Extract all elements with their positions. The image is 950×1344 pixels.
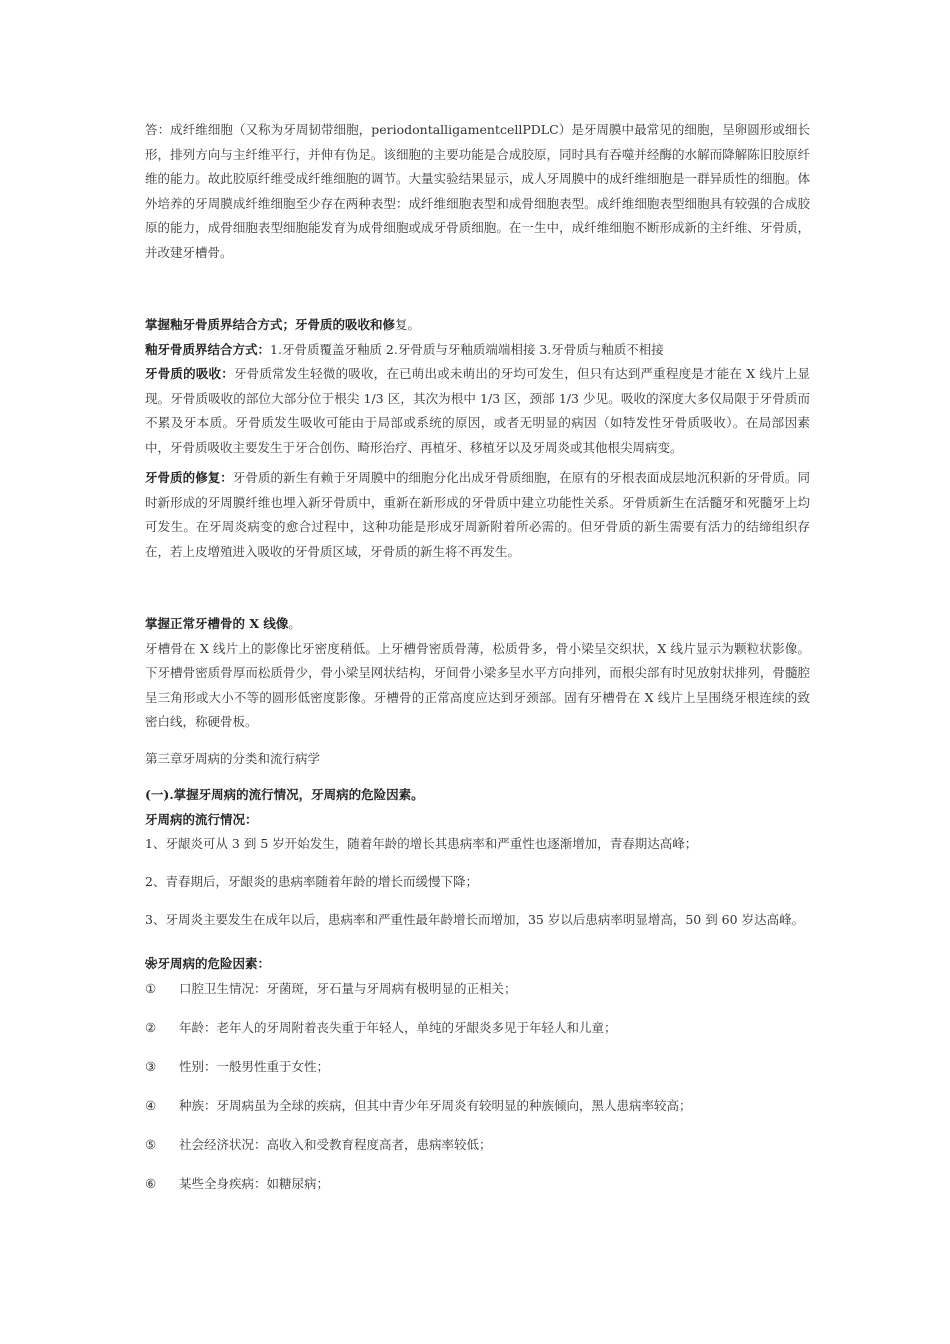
section-heading-cementum <box>145 313 810 338</box>
risk-factor-text: 性别：一般男性重于女性； <box>179 1058 330 1074</box>
spacer <box>145 735 810 747</box>
risk-factor-list <box>145 977 810 1196</box>
risk-factor-item <box>145 1133 810 1157</box>
section-heading-bold: 掌握釉牙骨质界结合方式；牙骨质的吸收和修 <box>145 317 396 332</box>
risk-factors-label: ❀牙周病的危险因素： <box>145 956 271 971</box>
prevalence-item-1: 1、牙龈炎可从 3 到 5 岁开始发生，随着年龄的增长其患病率和严重性也逐渐增加，青春期达高峰； <box>145 836 698 851</box>
document-page <box>145 118 810 1211</box>
chapter-heading: (一).掌握牙周病的流行情况，牙周病的危险因素。 <box>145 787 424 802</box>
prevalence-item-3: 3、牙周炎主要发生在成年以后，患病率和严重性最年龄增长而增加，35 岁以后患病率明显增高，50 到 60 岁达高峰。 <box>145 912 805 927</box>
repair-paragraph <box>145 466 810 564</box>
risk-factor-text: 种族：牙周病虽为全球的疾病，但其中青少年牙周炎有较明显的种族倾向，黑人患病率较高； <box>179 1097 692 1113</box>
xray-heading-tail: 。 <box>288 616 301 631</box>
risk-factor-item <box>145 1172 810 1196</box>
risk-factor-number: ① <box>145 980 157 996</box>
junction-paragraph <box>145 338 810 363</box>
risk-factor-text: 某些全身疾病：如糖尿病； <box>179 1175 330 1191</box>
xray-heading-bold: 掌握正常牙槽骨的 X 线像 <box>145 616 289 631</box>
answer-paragraph: 答：成纤维细胞（又称为牙周韧带细胞，periodontalligamentcellPDLC）是牙周膜中最常见的细胞，呈卵圆形或细长形，排列方向与主纤维平行，并伸有伪足。该细胞的主要功能是合成胶原，同时具有吞噬并经酶的水解而降解陈旧胶原纤维的能力。故此胶原纤维受成纤维细胞的调节。大量实验结果显示，成人牙周膜中的成纤维细胞是一群异质性的细胞。体外培养的牙周膜成纤维细胞至少存在两种表型：成纤维细胞表型和成骨细胞表型。成纤维细胞表型细胞具有较强的合成胶原的能力，成骨细胞表型细胞能发育为成骨细胞或成牙骨质细胞。在一生中，成纤维细胞不断形成新的主纤维、牙骨质，并改建牙槽骨。 <box>145 122 810 260</box>
resorption-label: 牙骨质的吸收： <box>145 366 234 381</box>
spacer <box>145 265 810 313</box>
risk-factor-text: 口腔卫生情况：牙菌斑，牙石量与牙周病有极明显的正相关； <box>179 980 517 996</box>
xray-paragraph: 牙槽骨在 X 线片上的影像比牙密度稍低。上牙槽骨密质骨薄，松质骨多，骨小梁呈交织状，X 线片显示为颗粒状影像。下牙槽骨密质骨厚而松质骨少，骨小梁呈网状结构，牙间骨小梁多呈水平方向排列，而根尖部有时见放射状排列，骨髓腔呈三角形或大小不等的圆形低密度影像。牙槽骨的正常高度应达到牙颈部。固有牙槽骨在 X 线片上呈围绕牙根连续的致密白线，称硬骨板。 <box>145 640 810 729</box>
prevalence-item-2: 2、青春期后，牙龈炎的患病率随着年龄的增长而缓慢下降； <box>145 874 478 889</box>
junction-text: 1.牙骨质覆盖牙釉质 2.牙骨质与牙釉质端端相接 3.牙骨质与釉质不相接 <box>270 341 664 357</box>
risk-factor-number: ④ <box>145 1097 157 1113</box>
section-heading-tail: 复。 <box>395 317 421 332</box>
prevalence-label: 牙周病的流行情况： <box>145 811 258 827</box>
risk-factor-item <box>145 1016 810 1040</box>
risk-factor-text: 社会经济状况：高收入和受教育程度高者，患病率较低； <box>179 1136 492 1152</box>
chapter-title: 第三章牙周病的分类和流行病学 <box>145 750 321 766</box>
resorption-text: 牙骨质常发生轻微的吸收，在已萌出或未萌出的牙均可发生，但只有达到严重程度是才能在 X 线片上显现。牙骨质吸收的部位大部分位于根尖 1/3 区，其次为根中 1/3 区，颈部 1/3 少见。吸收的深度大多仅局限于牙骨质而不累及牙本质。牙骨质发生吸收可能由于局部或系统的原因，或者无明显的病因（如特发性牙骨质吸收）。在局部因素中，牙骨质吸收主要发生于牙合创伤、畸形治疗、再植牙、移植牙以及牙周炎或其他根尖周病变。 <box>145 366 810 455</box>
risk-factor-number: ③ <box>145 1058 157 1074</box>
risk-factor-number: ② <box>145 1019 157 1035</box>
spacer <box>145 771 810 783</box>
section-heading-xray <box>145 612 810 637</box>
risk-factor-number: ⑥ <box>145 1175 157 1191</box>
risk-factor-text: 年龄：老年人的牙周附着丧失重于年轻人，单纯的牙龈炎多见于年轻人和儿童； <box>179 1019 617 1035</box>
repair-text: 牙骨质的新生有赖于牙周膜中的细胞分化出成牙骨质细胞，在原有的牙根表面成层地沉积新的牙骨质。同时新形成的牙周膜纤维也埋入新牙骨质中，重新在新形成的牙骨质中建立功能性关系。牙骨质新生在活髓牙和死髓牙上均可发生。在牙周炎病变的愈合过程中，这种功能是形成牙周新附着所必需的。但牙骨质的新生需要有活力的结缔组织存在，若上皮增殖进入吸收的牙骨质区域，牙骨质的新生将不再发生。 <box>145 470 810 559</box>
spacer <box>145 564 810 612</box>
risk-factor-item <box>145 977 810 1001</box>
junction-label: 釉牙骨质界结合方式： <box>145 341 271 357</box>
risk-factor-item <box>145 1055 810 1079</box>
risk-factor-item <box>145 1094 810 1118</box>
risk-factor-number: ⑤ <box>145 1136 157 1152</box>
resorption-paragraph <box>145 362 810 460</box>
repair-label: 牙骨质的修复： <box>145 470 233 485</box>
